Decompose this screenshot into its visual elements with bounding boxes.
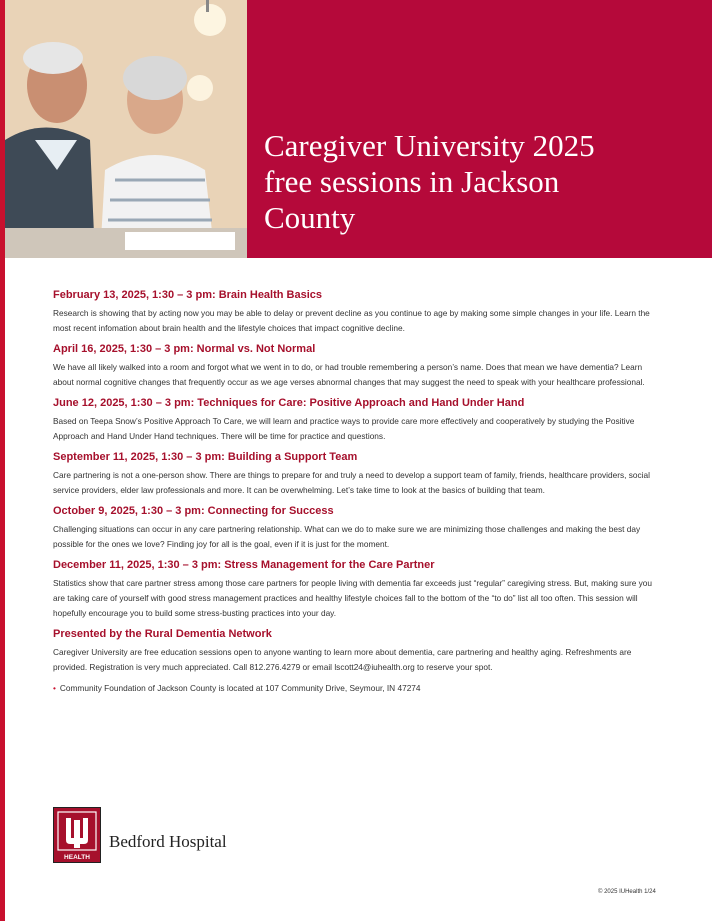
session-title: April 16, 2025, 1:30 – 3 pm: Normal vs. Not Normal	[53, 343, 316, 355]
session-item	[53, 288, 665, 336]
presenter-info	[53, 627, 665, 675]
iu-trident-icon	[53, 807, 101, 863]
session-item	[53, 450, 665, 498]
session-description: Care partnering is not a one-person show. There are things to prepare for and truly a need to develop a support team of family, friends, healthcare providers, social service providers, elder law professionals and more. It can be overwhelming. Let’s take time to look at the basics of building that team.	[53, 470, 650, 495]
session-description: Research is showing that by acting now you may be able to delay or prevent decline as you continue to age by making some simple changes in your life. Learn the most recent infomation about brain health and the lifestyle choices that impact cognitive decline.	[53, 308, 650, 333]
location-note	[53, 681, 665, 696]
session-item	[53, 558, 665, 621]
page-title	[264, 128, 704, 236]
session-title: December 11, 2025, 1:30 – 3 pm: Stress Management for the Care Partner	[53, 559, 435, 571]
session-description: Challenging situations can occur in any care partnering relationship. What can we do to make sure we are minimizing those challenges and making the best day possible for the ones we love? Finding joy for all is the goal, even if it is just for the moment.	[53, 524, 641, 549]
session-title: February 13, 2025, 1:30 – 3 pm: Brain Health Basics	[53, 289, 323, 301]
session-list	[53, 288, 665, 696]
session-item	[53, 342, 665, 390]
location-text: Community Foundation of Jackson County is located at 107 Community Drive, Seymour, IN 47274	[59, 683, 421, 693]
logo-mark-text: HEALTH	[64, 854, 90, 861]
title-line-3: County	[264, 200, 356, 235]
hospital-name: Bedford Hospital	[109, 832, 227, 851]
title-panel	[247, 0, 712, 258]
session-title: October 9, 2025, 1:30 – 3 pm: Connecting for Success	[53, 505, 334, 517]
session-description: Statistics show that care partner stress among those care partners for people living with dementia far exceeds just “regular” caregiving stress. But, making sure you are taking care of yourself with good stress management practices and healthy lifestyle choices fall to the bottom of the “to do” list all too often. This session will hopefully encourage you to build some stress-busting practices into your day.	[53, 578, 653, 618]
iu-health-logo	[53, 807, 273, 863]
session-title: September 11, 2025, 1:30 – 3 pm: Building a Support Team	[53, 451, 358, 463]
footer-copyright: © 2025 IUHealth 1/24	[598, 889, 656, 895]
presenter-description: Caregiver University are free education sessions open to anyone wanting to learn more about dementia, care partnering and healthy aging. Refreshments are provided. Registration is very much appreciated. Call 812.276.4279 or email lscott24@iuhealth.org to reserve your spot.	[53, 647, 632, 672]
session-description: We have all likely walked into a room and forgot what we went in to do, or had trouble remembering a person’s name. Does that mean we have dementia? Learn about normal cognitive changes that frequently occur as we age verses abnormal changes that may suggest the need to speak with your healthcare professional.	[53, 362, 645, 387]
session-description: Based on Teepa Snow’s Positive Approach To Care, we will learn and practice ways to provide care more effectively and cooperatively by studying the Positive Approach and Hand Under Hand techniques. There will be time for practice and questions.	[53, 416, 635, 441]
title-line-2: free sessions in Jackson	[264, 164, 560, 199]
seniors-photo	[5, 0, 247, 258]
session-item	[53, 396, 665, 444]
title-line-1: Caregiver University 2025	[264, 128, 595, 163]
session-item	[53, 504, 665, 552]
session-title: June 12, 2025, 1:30 – 3 pm: Techniques for Care: Positive Approach and Hand Under Hand	[53, 397, 525, 409]
hero-banner	[5, 0, 712, 258]
presenter-title: Presented by the Rural Dementia Network	[53, 628, 272, 640]
bullet-icon: •	[53, 683, 56, 693]
